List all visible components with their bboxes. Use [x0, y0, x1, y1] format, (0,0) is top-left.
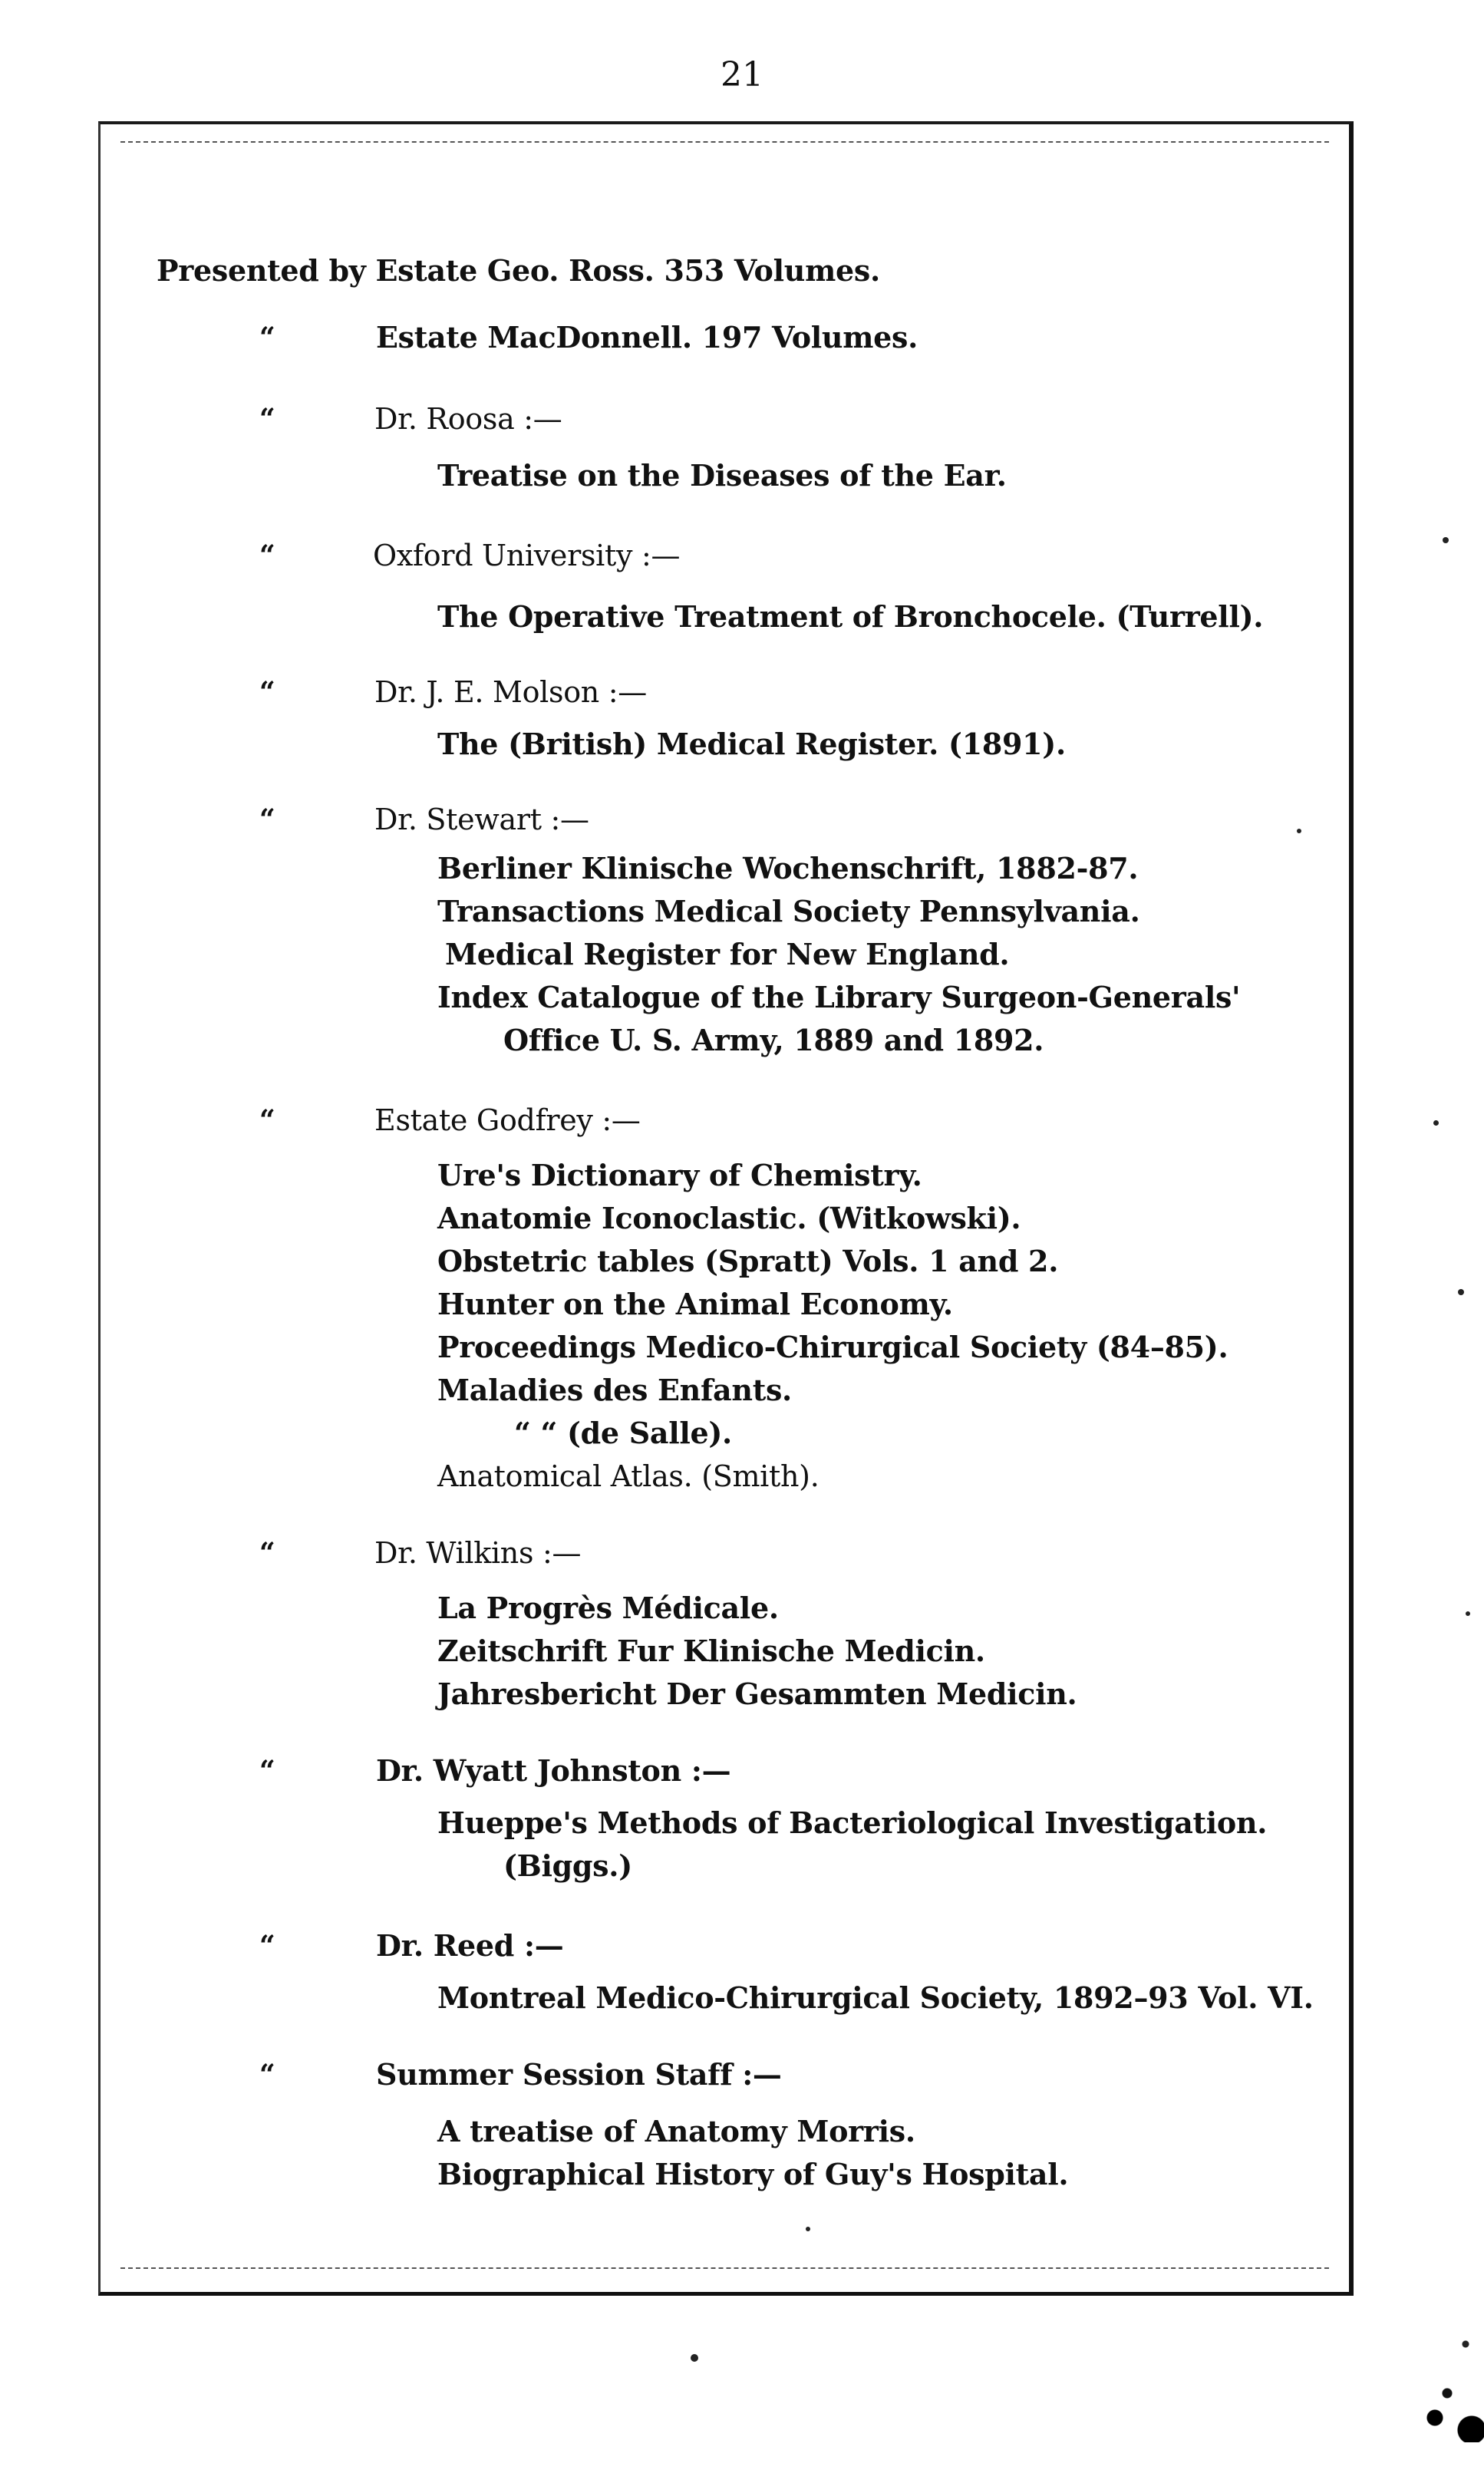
- scan-speck: [806, 2227, 810, 2231]
- catalog-item: Biographical History of Guy's Hospital.: [437, 2157, 1069, 2191]
- donor-name: Dr. Wyatt Johnston :—: [376, 1753, 731, 1788]
- catalog-item: Anatomical Atlas. (Smith).: [437, 1459, 819, 1493]
- scan-speck: [691, 2354, 698, 2362]
- ditto-mark: “: [259, 539, 275, 572]
- catalog-item: La Progrès Médicale.: [437, 1591, 779, 1625]
- ditto-mark: “: [259, 2059, 275, 2091]
- catalog-item: The Operative Treatment of Bronchocele. (Turrell).: [437, 599, 1264, 634]
- catalog-item: Montreal Medico-Chirurgical Society, 1892–93 Vol. VI.: [437, 1980, 1314, 2015]
- catalog-item: (Biggs.): [503, 1848, 632, 1883]
- catalog-item: Zeitschrift Fur Klinische Medicin.: [437, 1634, 985, 1668]
- donor-name: Dr. Stewart :—: [374, 803, 589, 836]
- ditto-mark: “: [259, 676, 275, 708]
- ditto-mark: “: [259, 1930, 275, 1962]
- donor-name: Dr. Reed :—: [376, 1928, 564, 1963]
- donor-name: Summer Session Staff :—: [376, 2057, 782, 2092]
- catalog-item: Jahresbericht Der Gesammten Medicin.: [437, 1677, 1077, 1711]
- page-number: 21: [721, 55, 763, 94]
- catalog-item: Berliner Klinische Wochenschrift, 1882-87.: [437, 851, 1139, 885]
- donor-name: Dr. Wilkins :—: [374, 1536, 582, 1570]
- catalog-item: Medical Register for New England.: [445, 937, 1010, 971]
- ditto-mark: “: [259, 1104, 275, 1136]
- catalog-item: Obstetric tables (Spratt) Vols. 1 and 2.: [437, 1244, 1059, 1278]
- catalog-item: Hunter on the Animal Economy.: [437, 1287, 953, 1321]
- catalog-item: Transactions Medical Society Pennsylvania.: [437, 894, 1140, 928]
- scan-speck: [1297, 829, 1301, 833]
- ditto-mark: “: [259, 1537, 275, 1569]
- catalog-item: A treatise of Anatomy Morris.: [437, 2114, 915, 2148]
- scan-speck: [1466, 1611, 1470, 1616]
- donor-name: Dr. Roosa :—: [374, 402, 562, 436]
- catalog-item: Maladies des Enfants.: [437, 1373, 792, 1407]
- ditto-mark: “: [259, 1755, 275, 1787]
- catalog-item: Office U. S. Army, 1889 and 1892.: [503, 1023, 1044, 1057]
- donor-name: Estate MacDonnell. 197 Volumes.: [376, 320, 918, 354]
- donor-name: Oxford University :—: [373, 539, 681, 572]
- catalog-item: “ “ (de Salle).: [514, 1416, 732, 1450]
- catalog-item: Anatomie Iconoclastic. (Witkowski).: [437, 1201, 1021, 1235]
- scan-speck: [1443, 537, 1449, 543]
- intro-line: Presented by Estate Geo. Ross. 353 Volumes.: [157, 253, 880, 288]
- ditto-mark: “: [259, 403, 275, 435]
- scan-speck: [1458, 1289, 1464, 1295]
- catalog-item: Proceedings Medico-Chirurgical Society (84–85).: [437, 1330, 1228, 1364]
- ditto-mark: “: [259, 321, 275, 354]
- scan-speck: [1433, 1120, 1439, 1126]
- catalog-item: The (British) Medical Register. (1891).: [437, 727, 1066, 761]
- catalog-item: Ure's Dictionary of Chemistry.: [437, 1158, 922, 1192]
- catalog-item: Hueppe's Methods of Bacteriological Investigation.: [437, 1805, 1268, 1840]
- scan-edge-noise: [1361, 2197, 1484, 2442]
- catalog-item: Treatise on the Diseases of the Ear.: [437, 458, 1007, 493]
- donor-name: Dr. J. E. Molson :—: [374, 675, 647, 709]
- ditto-mark: “: [259, 803, 275, 836]
- catalog-item: Index Catalogue of the Library Surgeon-Generals': [437, 980, 1241, 1014]
- donor-name: Estate Godfrey :—: [374, 1103, 641, 1137]
